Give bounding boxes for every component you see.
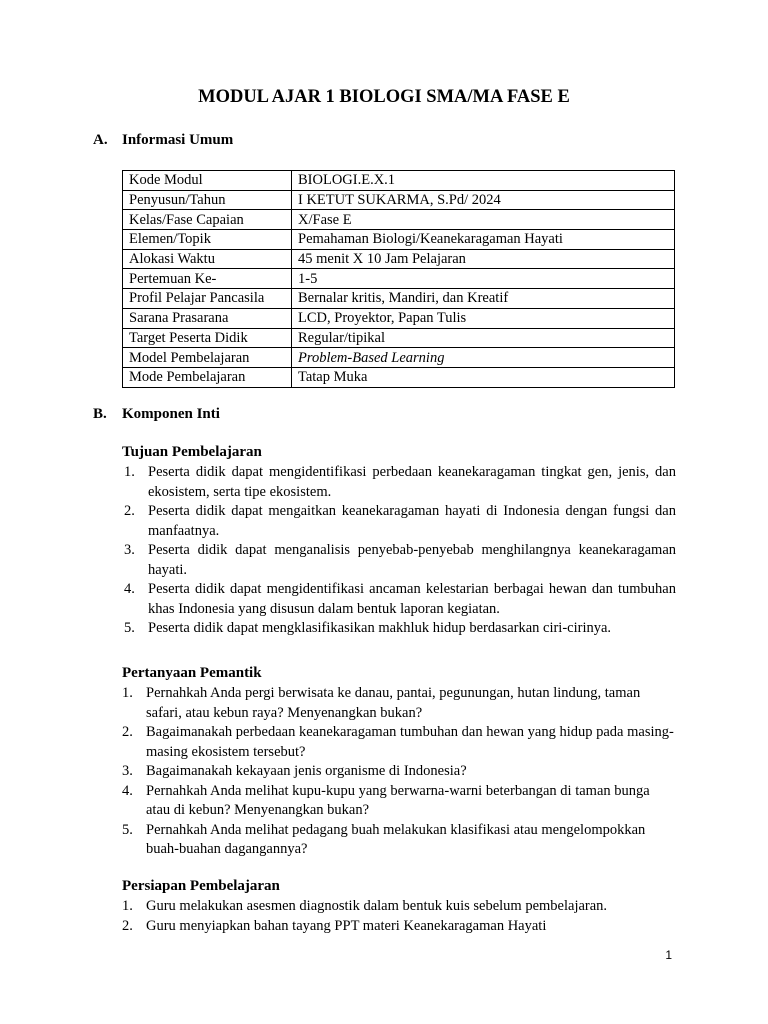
list-item-text: Bagaimanakah kekayaan jenis organisme di Indonesia?	[146, 763, 467, 779]
list-item-number: 1.	[124, 464, 135, 480]
document-title: MODUL AJAR 1 BIOLOGI SMA/MA FASE E	[198, 87, 570, 107]
info-row	[123, 230, 675, 250]
info-row	[123, 171, 675, 191]
section-b-heading	[93, 406, 220, 423]
page-number: 1	[665, 948, 672, 962]
info-value: X/Fase E	[292, 210, 675, 230]
persiapan-heading: Persiapan Pembelajaran	[122, 878, 280, 894]
info-value: 1-5	[292, 269, 675, 289]
list-item-text: Bagaimanakah perbedaan keanekaragaman tumbuhan dan hewan yang hidup pada masing-masing ekosistem tersebut?	[146, 724, 674, 760]
info-value: I KETUT SUKARMA, S.Pd/ 2024	[292, 190, 675, 210]
section-b-title: Komponen Inti	[122, 406, 220, 422]
list-item-text: Pernahkah Anda melihat kupu-kupu yang berwarna-warni beterbangan di taman bunga atau di kebun? Menyenangkan bukan?	[146, 782, 650, 818]
list-item	[124, 619, 676, 639]
info-table	[122, 170, 675, 388]
section-b-letter: B.	[93, 406, 107, 422]
info-value: LCD, Proyektor, Papan Tulis	[292, 308, 675, 328]
info-row	[123, 289, 675, 309]
info-key: Elemen/Topik	[123, 230, 292, 250]
list-item-text: Peserta didik dapat menganalisis penyebab-penyebab menghilangnya keanekaragaman hayati.	[148, 542, 676, 578]
info-key: Profil Pelajar Pancasila	[123, 289, 292, 309]
list-item-text: Peserta didik dapat mengidentifikasi ancaman kelestarian berbagai hewan dan tumbuhan khas Indonesia yang disusun dalam bentuk laporan kegiatan.	[148, 581, 676, 617]
info-row	[123, 210, 675, 230]
info-key: Kode Modul	[123, 171, 292, 191]
list-item-number: 2.	[122, 917, 133, 934]
list-item-number: 4.	[122, 782, 133, 799]
info-row	[123, 308, 675, 328]
persiapan-list	[122, 897, 674, 936]
list-item-text: Peserta didik dapat mengidentifikasi perbedaan keanekaragaman tingkat gen, jenis, dan ekosistem, serta tipe ekosistem.	[148, 464, 676, 500]
list-item	[122, 684, 674, 723]
pemantik-heading: Pertanyaan Pemantik	[122, 665, 262, 681]
info-key: Pertemuan Ke-	[123, 269, 292, 289]
info-key: Alokasi Waktu	[123, 249, 292, 269]
info-row	[123, 348, 675, 368]
list-item-number: 5.	[124, 620, 135, 636]
info-value: 45 menit X 10 Jam Pelajaran	[292, 249, 675, 269]
list-item	[122, 762, 674, 782]
list-item	[122, 897, 674, 917]
pemantik-list	[122, 684, 674, 860]
info-value: Bernalar kritis, Mandiri, dan Kreatif	[292, 289, 675, 309]
list-item-text: Pernahkah Anda melihat pedagang buah melakukan klasifikasi atau mengelompokkan buah-buahan dagangannya?	[146, 821, 646, 857]
section-a-title: Informasi Umum	[122, 132, 234, 148]
info-key: Kelas/Fase Capaian	[123, 210, 292, 230]
info-value: Tatap Muka	[292, 367, 675, 387]
list-item-number: 2.	[122, 724, 133, 740]
list-item-number: 2.	[124, 503, 135, 519]
list-item	[122, 917, 674, 937]
tujuan-list	[122, 463, 676, 639]
info-row	[123, 269, 675, 289]
info-key: Penyusun/Tahun	[123, 190, 292, 210]
info-key: Model Pembelajaran	[123, 348, 292, 368]
list-item	[122, 782, 674, 821]
info-row	[123, 367, 675, 387]
section-a-heading	[93, 132, 233, 149]
info-value: Pemahaman Biologi/Keanekaragaman Hayati	[292, 230, 675, 250]
list-item-number: 3.	[122, 763, 133, 779]
info-row	[123, 249, 675, 269]
list-item	[124, 580, 676, 619]
info-row	[123, 328, 675, 348]
list-item-text: Peserta didik dapat mengaitkan keanekaragaman hayati di Indonesia dengan fungsi dan manfaatnya.	[148, 503, 676, 539]
list-item-text: Pernahkah Anda pergi berwisata ke danau, pantai, pegunungan, hutan lindung, taman safari, atau kebun raya? Menyenangkan bukan?	[146, 685, 641, 721]
list-item-number: 5.	[122, 821, 133, 838]
list-item-number: 1.	[122, 898, 133, 914]
info-row	[123, 190, 675, 210]
section-a-letter: A.	[93, 132, 108, 148]
info-key: Sarana Prasarana	[123, 308, 292, 328]
info-value: Regular/tipikal	[292, 328, 675, 348]
info-key: Target Peserta Didik	[123, 328, 292, 348]
list-item-number: 1.	[122, 685, 133, 701]
list-item	[124, 541, 676, 580]
list-item	[124, 502, 676, 541]
list-item	[124, 463, 676, 502]
info-value: BIOLOGI.E.X.1	[292, 171, 675, 191]
list-item-number: 3.	[124, 542, 135, 558]
list-item	[122, 723, 674, 762]
info-key: Mode Pembelajaran	[123, 367, 292, 387]
list-item-text: Guru menyiapkan bahan tayang PPT materi Keanekaragaman Hayati	[146, 917, 547, 934]
list-item-text: Peserta didik dapat mengklasifikasikan makhluk hidup berdasarkan ciri-cirinya.	[148, 620, 612, 636]
list-item	[122, 821, 674, 860]
list-item-text: Guru melakukan asesmen diagnostik dalam bentuk kuis sebelum pembelajaran.	[146, 898, 608, 914]
tujuan-heading: Tujuan Pembelajaran	[122, 444, 262, 460]
info-value: Problem-Based Learning	[292, 348, 675, 368]
list-item-number: 4.	[124, 581, 135, 597]
